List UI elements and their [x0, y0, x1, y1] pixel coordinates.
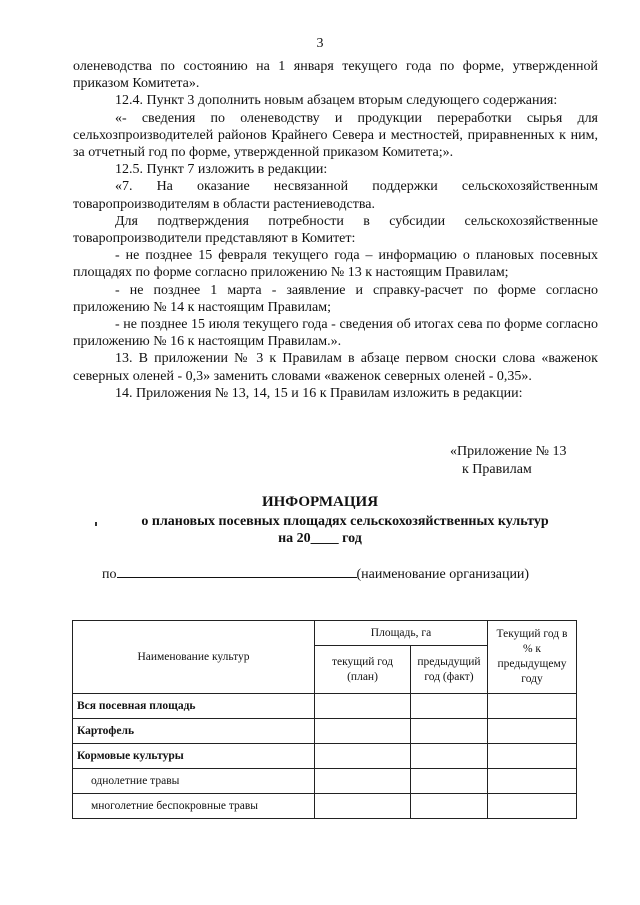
appendix-reference — [450, 443, 567, 479]
cell-percent[interactable] — [488, 794, 577, 819]
cell-percent[interactable] — [488, 744, 577, 769]
table-row — [73, 694, 577, 719]
paragraph: - не позднее 1 марта - заявление и справку-расчет по форме согласно приложению № 14 к настоящим Правилам; — [73, 282, 598, 315]
row-label: Картофель — [73, 719, 315, 744]
cell-previous[interactable] — [411, 794, 488, 819]
crops-table — [72, 620, 577, 819]
cell-previous[interactable] — [411, 694, 488, 719]
cell-previous[interactable] — [411, 719, 488, 744]
header-area-current: текущий год (план) — [315, 646, 411, 694]
cell-previous[interactable] — [411, 744, 488, 769]
row-label: Кормовые культуры — [73, 744, 315, 769]
cell-current[interactable] — [315, 719, 411, 744]
paragraph: «7. На оказание несвязанной поддержки сельскохозяйственным товаропроизводителям в области растениеводства. — [73, 179, 598, 212]
cell-current[interactable] — [315, 744, 411, 769]
cell-previous[interactable] — [411, 769, 488, 794]
paragraph: 12.5. Пункт 7 изложить в редакции: — [115, 162, 328, 178]
appendix-ref-line: к Правилам — [462, 462, 532, 477]
paragraph: «- сведения по оленеводству и продукции переработки сырья для сельхозпроизводителей районов Крайнего Севера и местностей, приравненных к ним, за отчетный год по форме, утвержденной приказом Комитета;». — [73, 110, 598, 161]
table-row — [73, 744, 577, 769]
org-blank-field[interactable] — [117, 564, 357, 578]
cell-current[interactable] — [315, 694, 411, 719]
cell-percent[interactable] — [488, 719, 577, 744]
paragraph: 14. Приложения № 13, 14, 15 и 16 к Правилам изложить в редакции: — [115, 385, 523, 401]
table-row — [73, 769, 577, 794]
header-area: Площадь, га — [315, 621, 488, 646]
form-subtitle: о плановых посевных площадях сельскохозяйственных культур — [141, 514, 549, 529]
organization-line — [102, 564, 529, 583]
row-label: однолетние травы — [73, 769, 315, 794]
org-suffix: (наименование организации) — [356, 567, 530, 582]
header-percent: Текущий год в % к предыдущему году — [488, 621, 577, 694]
form-year-line: на 20____ год — [278, 531, 362, 546]
org-prefix: по — [102, 567, 117, 582]
header-crop-name: Наименование культур — [73, 621, 315, 694]
row-label: многолетние беспокровные травы — [73, 794, 315, 819]
row-label: Вся посевная площадь — [73, 694, 315, 719]
paragraph: - не позднее 15 февраля текущего года – информацию о плановых посевных площадях по форме согласно приложению № 13 к настоящим Правилам; — [73, 248, 598, 281]
document-body — [73, 58, 598, 402]
appendix-ref-line: «Приложение № 13 — [450, 444, 567, 459]
header-area-previous: предыдущий год (факт) — [411, 646, 488, 694]
paragraph: оленеводства по состоянию на 1 января текущего года по форме, утвержденной приказом Комитета». — [73, 59, 598, 92]
paragraph: 12.4. Пункт 3 дополнить новым абзацем вторым следующего содержания: — [115, 93, 558, 109]
form-title: ИНФОРМАЦИЯ — [261, 494, 379, 510]
table-row — [73, 794, 577, 819]
paragraph: Для подтверждения потребности в субсидии сельскохозяйственные товаропроизводители представляют в Комитет: — [73, 213, 598, 247]
page-number: 3 — [316, 36, 324, 51]
cell-percent[interactable] — [488, 769, 577, 794]
paragraph: - не позднее 15 июля текущего года - сведения об итогах сева по форме согласно приложению № 16 к настоящим Правилам.». — [73, 317, 598, 350]
table-row — [73, 719, 577, 744]
cell-current[interactable] — [315, 769, 411, 794]
cell-percent[interactable] — [488, 694, 577, 719]
cell-current[interactable] — [315, 794, 411, 819]
paragraph: 13. В приложении № 3 к Правилам в абзаце первом сноски слова «важенок северных оленей - 0,3» заменить словами «важенок северных оленей - 0,35». — [73, 351, 598, 384]
